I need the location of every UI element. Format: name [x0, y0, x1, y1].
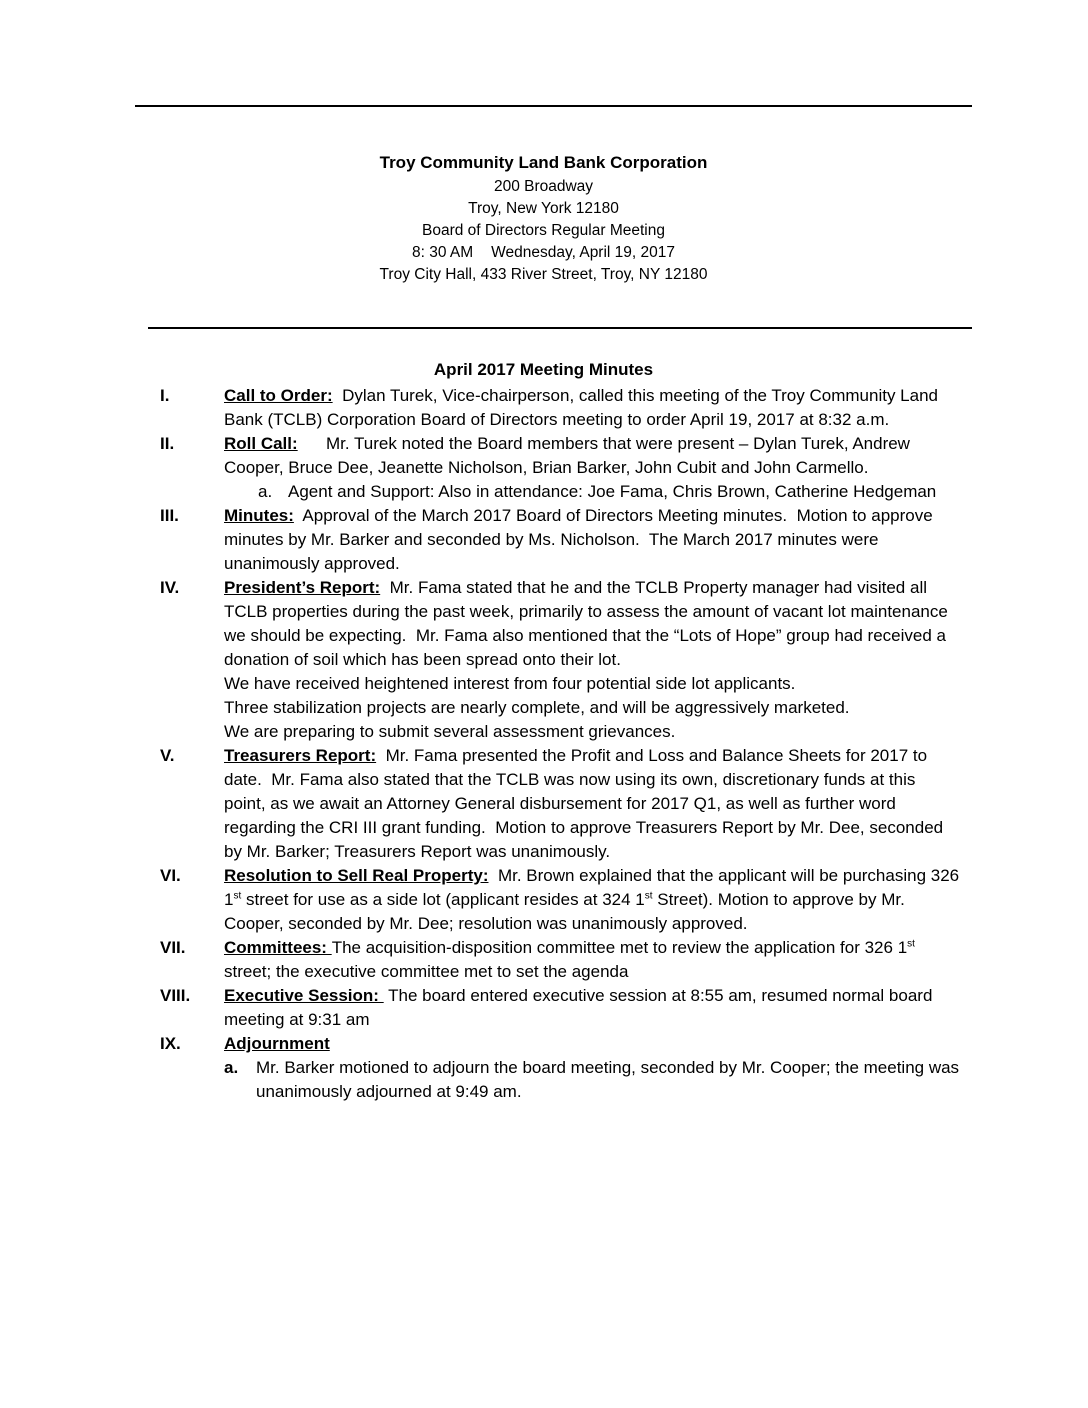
- item-heading: Adjournment: [224, 1034, 330, 1053]
- item-number: VI.: [160, 866, 181, 885]
- agenda-item-executive-session: [160, 984, 960, 1032]
- item-heading: Call to Order:: [224, 386, 333, 405]
- ordinal-suffix: st: [644, 890, 653, 902]
- item-text: Dylan Turek, Vice-chairperson, called this meeting of the Troy Community Land Bank (TCLB) Corporation Board of Directors meeting to order April 19, 2017 at 8:32 a.m.: [224, 386, 943, 429]
- minutes-title: April 2017 Meeting Minutes: [433, 360, 654, 379]
- item-text: Mr. Turek noted the Board members that were present – Dylan Turek, Andrew Cooper, Bruce Dee, Jeanette Nicholson, Brian Barker, John Cubit and John Carmello.: [224, 434, 915, 477]
- item-paragraph: Three stabilization projects are nearly complete, and will be aggressively marketed.: [224, 698, 850, 717]
- item-text: The acquisition-disposition committee met to review the application for 326 1: [331, 938, 908, 957]
- agenda-item-roll-call: [160, 432, 960, 504]
- agenda-item-treasurers-report: [160, 744, 960, 864]
- agenda-items: [160, 384, 964, 1104]
- item-heading: Executive Session:: [224, 986, 384, 1005]
- sub-item-text: Agent and Support: Also in attendance: Joe Fama, Chris Brown, Catherine Hedgeman: [288, 482, 937, 501]
- item-heading: Committees:: [224, 938, 332, 957]
- org-address: 200 Broadway: [493, 178, 594, 195]
- item-text: street for use as a side lot (applicant resides at 324 1: [241, 890, 645, 909]
- item-heading: Resolution to Sell Real Property:: [224, 866, 489, 885]
- meeting-date: Wednesday, April 19, 2017: [491, 244, 675, 261]
- sub-item-letter: a.: [258, 482, 273, 501]
- item-number: V.: [160, 746, 175, 765]
- item-heading: Treasurers Report:: [224, 746, 377, 765]
- item-heading: President’s Report:: [224, 578, 381, 597]
- item-paragraph: We are preparing to submit several assessment grievances.: [224, 722, 676, 741]
- sub-item: [224, 480, 960, 504]
- item-number: I.: [160, 386, 170, 405]
- item-text: Approval of the March 2017 Board of Directors Meeting minutes. Motion to approve minutes by Mr. Barker and seconded by Ms. Nicholson. The March 2017 minutes were unanimously approved.: [224, 506, 938, 573]
- agenda-item-committees: [160, 936, 960, 984]
- item-text: Street). Motion to approve by Mr. Cooper, seconded by Mr. Dee; resolution was unanimously approved.: [224, 890, 905, 933]
- item-number: II.: [160, 434, 175, 453]
- sub-item: [224, 1056, 960, 1104]
- document-header: [135, 152, 952, 286]
- sub-item-text: Mr. Barker motioned to adjourn the board meeting, seconded by Mr. Cooper; the meeting was unanimously adjourned at 9:49 am.: [256, 1058, 960, 1101]
- org-name: Troy Community Land Bank Corporation: [379, 153, 708, 172]
- item-number: III.: [160, 506, 179, 525]
- meeting-time: 8: 30 AM: [411, 244, 474, 261]
- item-text: street; the executive committee met to set the agenda: [224, 962, 629, 981]
- middle-rule: [148, 327, 972, 329]
- item-paragraph: We have received heightened interest from four potential side lot applicants.: [224, 674, 796, 693]
- item-number: VIII.: [160, 986, 191, 1005]
- agenda-item-presidents-report: [160, 576, 960, 744]
- item-number: VII.: [160, 938, 186, 957]
- item-number: IV.: [160, 578, 180, 597]
- agenda-item-minutes: [160, 504, 960, 576]
- item-heading: Minutes:: [224, 506, 294, 525]
- item-heading: Roll Call:: [224, 434, 298, 453]
- item-text: Mr. Brown explained that the applicant will be purchasing 326 1: [224, 866, 964, 909]
- meeting-location: Troy City Hall, 433 River Street, Troy, NY 12180: [379, 266, 708, 283]
- org-city: Troy, New York 12180: [468, 200, 619, 217]
- item-text: Mr. Fama stated that he and the TCLB Property manager had visited all TCLB properties during the past week, primarily to assess the amount of vacant lot maintenance we should be expecting. Mr. Fama also mentioned that the “Lots of Hope” group had received a donation of soil which has been spread onto their lot.: [224, 578, 953, 669]
- meeting-type: Board of Directors Regular Meeting: [422, 222, 665, 239]
- agenda-item-resolution: [160, 864, 964, 936]
- agenda-item-adjournment: [160, 1032, 960, 1104]
- meeting-datetime: [135, 242, 952, 264]
- item-text: Mr. Fama presented the Profit and Loss and Balance Sheets for 2017 to date. Mr. Fama also stated that the TCLB was now using its own, discretionary funds at this point, as we await an Attorney General disbursement for 2017 Q1, as well as further word regarding the CRI III grant funding. Motion to approve Treasurers Report by Mr. Dee, seconded by Mr. Barker; Treasurers Report was unanimously.: [224, 746, 948, 861]
- item-number: IX.: [160, 1034, 181, 1053]
- ordinal-suffix: st: [907, 938, 915, 950]
- sub-item-letter: a.: [224, 1058, 239, 1077]
- item-text: The board entered executive session at 8:55 am, resumed normal board meeting at 9:31 am: [224, 986, 933, 1029]
- ordinal-suffix: st: [233, 890, 242, 902]
- agenda-item-call-to-order: [160, 384, 960, 432]
- top-rule: [135, 105, 972, 107]
